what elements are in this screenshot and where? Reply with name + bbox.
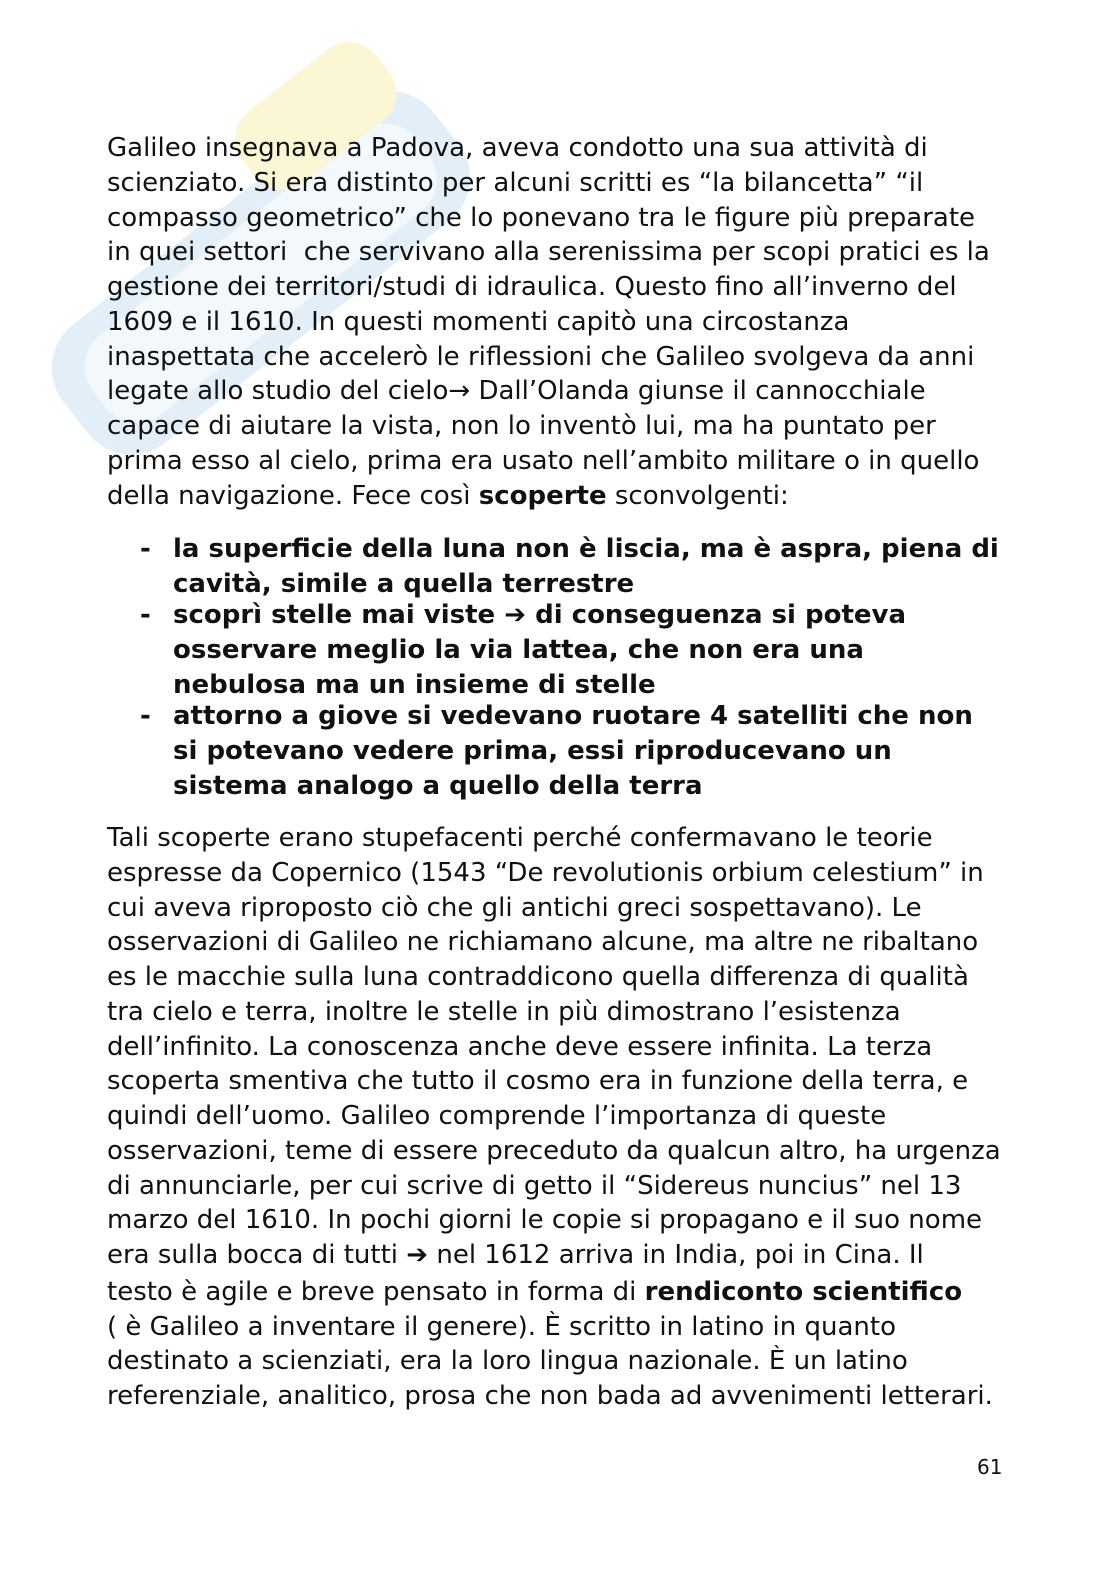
paragraph-line: quindi dell’uomo. Galileo comprende l’importanza di queste	[107, 1101, 887, 1131]
line-segment: sconvolgenti:	[606, 480, 789, 511]
bullet-line: scoprì stelle mai viste ➔ di conseguenza si poteva	[173, 600, 907, 630]
paragraph-line: 1609 e il 1610. In questi momenti capitò una circostanza	[107, 306, 850, 337]
paragraph-line: referenziale, analitico, prosa che non bada ad avvenimenti letterari.	[107, 1381, 993, 1411]
bold-term: rendiconto scientifico	[644, 1276, 963, 1307]
paragraph-line: capace di aiutare la vista, non lo inventò lui, ma ha puntato per	[107, 411, 936, 441]
bullet-text	[173, 598, 906, 703]
bullet-text	[173, 699, 973, 804]
paragraph-line: inaspettata che accelerò le riflessioni che Galileo svolgeva da anni	[107, 341, 975, 372]
bold-term: scoperte	[478, 480, 607, 511]
paragraph-line: compasso geometrico” che lo ponevano tra le figure più preparate	[107, 202, 976, 233]
bullet-marker: -	[140, 600, 151, 630]
paragraph-1	[107, 131, 990, 513]
paragraph-line: osservazioni di Galileo ne richiamano alcune, ma altre ne ribaltano	[107, 927, 979, 958]
paragraph-2	[107, 821, 1001, 1414]
page-number: 61	[977, 1455, 1003, 1479]
bullet-line: nebulosa ma un insieme di stelle	[173, 670, 656, 700]
paragraph-line: gestione dei territori/studi di idraulica. Questo fino all’inverno del	[107, 272, 957, 302]
bullet-marker: -	[140, 701, 151, 731]
bullet-line: la superficie della luna non è liscia, ma è aspra, piena di	[173, 534, 999, 564]
paragraph-line	[107, 479, 990, 514]
line-segment: testo è agile e breve pensato in forma di	[107, 1276, 645, 1307]
paragraph-line: cui aveva riproposto ciò che gli antichi greci sospettavano). Le	[107, 892, 922, 923]
paragraph-line: destinato a scienziati, era la loro lingua nazionale. È un latino	[107, 1346, 908, 1377]
bullet-line: sistema analogo a quello della terra	[173, 771, 703, 801]
paragraph-line: prima esso al cielo, prima era usato nell’ambito militare o in quello	[107, 445, 980, 476]
paragraph-line	[107, 1275, 1001, 1310]
bullet-text	[173, 532, 999, 602]
paragraph-line: di annunciarle, per cui scrive di getto il “Sidereus nuncius” nel 13	[107, 1170, 962, 1201]
bullet-marker: -	[140, 534, 151, 564]
bullet-line: si potevano vedere prima, essi riproducevano un	[173, 736, 892, 766]
paragraph-line: dell’infinito. La conoscenza anche deve essere infinita. La terza	[107, 1031, 933, 1062]
paragraph-line: tra cielo e terra, inoltre le stelle in più dimostrano l’esistenza	[107, 996, 901, 1027]
bullet-line: osservare meglio la via lattea, che non era una	[173, 635, 864, 665]
paragraph-line: osservazioni, teme di essere preceduto da qualcun altro, ha urgenza	[107, 1135, 1001, 1166]
paragraph-line: in quei settori che servivano alla serenissima per scopi pratici es la	[107, 237, 990, 268]
line-segment: della navigazione. Fece così	[107, 480, 479, 511]
paragraph-line: Tali scoperte erano stupefacenti perché confermavano le teorie	[107, 823, 933, 853]
paragraph-line: es le macchie sulla luna contraddicono quella differenza di qualità	[107, 962, 969, 992]
paragraph-line: scoperta smentiva che tutto il cosmo era in funzione della terra, e	[107, 1066, 969, 1097]
paragraph-line: Galileo insegnava a Padova, aveva condotto una sua attività di	[107, 133, 928, 163]
paragraph-line: scienziato. Si era distinto per alcuni scritti es “la bilancetta” “il	[107, 167, 924, 198]
paragraph-line: marzo del 1610. In pochi giorni le copie si propagano e il suo nome	[107, 1205, 983, 1236]
paragraph-line: espresse da Copernico (1543 “De revolutionis orbium celestium” in	[107, 857, 984, 888]
paragraph-line: legate allo studio del cielo→ Dall’Olanda giunse il cannocchiale	[107, 376, 926, 407]
bullet-line: attorno a giove si vedevano ruotare 4 satelliti che non	[173, 701, 973, 731]
bullet-line: cavità, simile a quella terrestre	[173, 569, 635, 599]
paragraph-line: ( è Galileo a inventare il genere). È scritto in latino in quanto	[107, 1311, 896, 1342]
paragraph-line: era sulla bocca di tutti ➔ nel 1612 arriva in India, poi in Cina. Il	[107, 1240, 924, 1270]
